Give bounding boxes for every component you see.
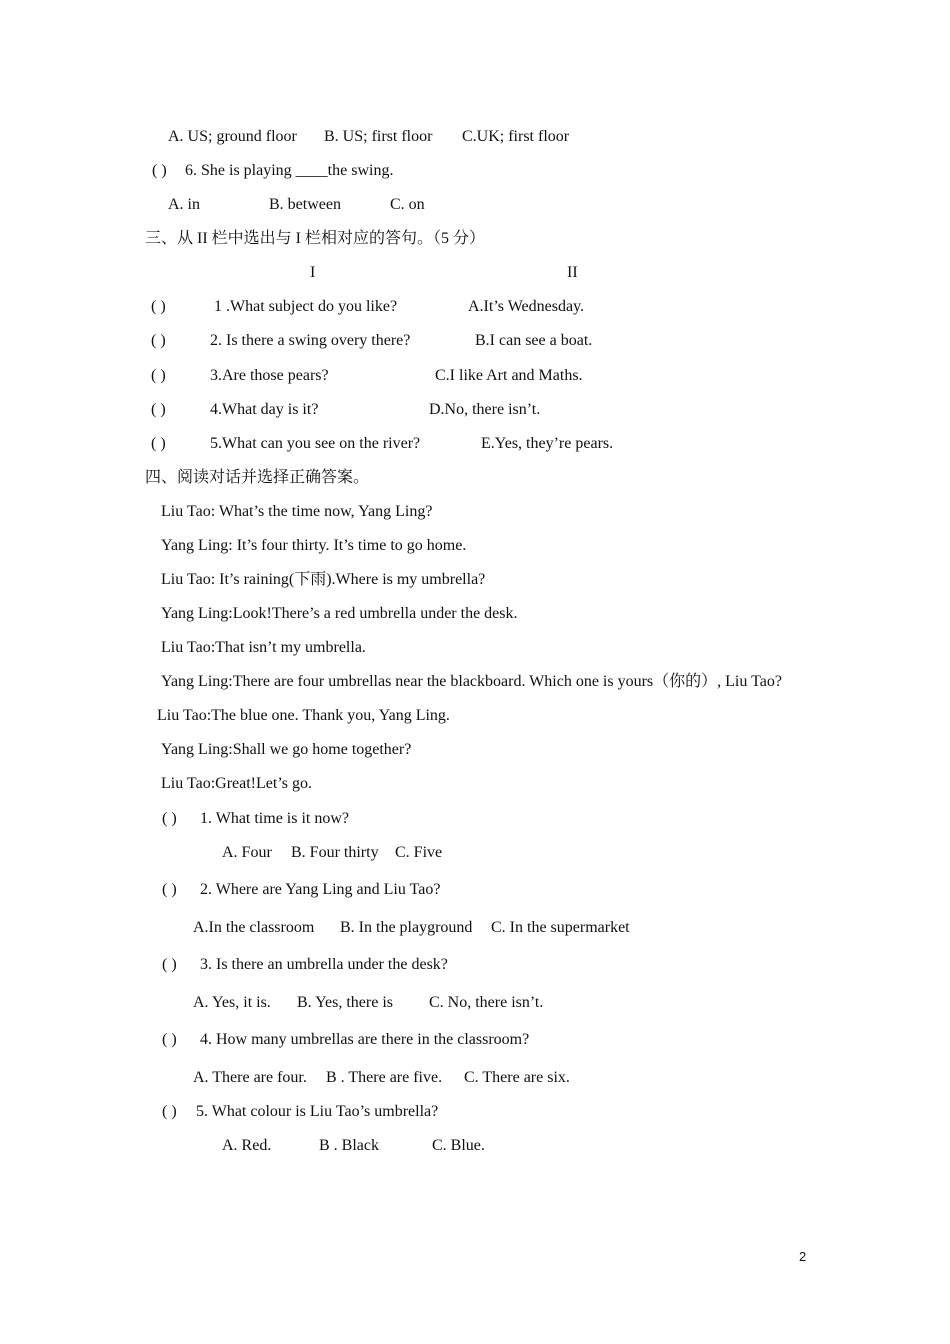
dialogue-line: Yang Ling:Look!There’s a red umbrella under the desk. xyxy=(161,605,518,622)
match-answer: D.No, there isn’t. xyxy=(429,401,541,418)
option-a: A. Four xyxy=(222,844,272,861)
q6-question: 6. She is playing ____the swing. xyxy=(185,162,394,179)
section3-column-ii: II xyxy=(567,264,578,281)
q5-option-b: B. US; first floor xyxy=(324,128,433,145)
section3-heading: 三、从 II 栏中选出与 I 栏相对应的答句。（5 分） xyxy=(145,230,485,247)
q5-option-c: C.UK; first floor xyxy=(462,128,570,145)
dialogue-line: Liu Tao:The blue one. Thank you, Yang Ling. xyxy=(157,707,450,724)
question-text: 5. What colour is Liu Tao’s umbrella? xyxy=(196,1103,439,1120)
match-answer: A.It’s Wednesday. xyxy=(468,298,585,315)
option-c: C. Five xyxy=(395,844,443,861)
option-a: A. Yes, it is. xyxy=(193,994,271,1011)
question-bracket: ( ) xyxy=(162,956,177,973)
dialogue-line: Liu Tao:Great!Let’s go. xyxy=(161,775,312,792)
option-c: C. In the supermarket xyxy=(491,919,630,936)
match-answer: B.I can see a boat. xyxy=(475,332,593,349)
match-question: 4.What day is it? xyxy=(210,401,319,418)
question-bracket: ( ) xyxy=(162,1031,177,1048)
page-number: 2 xyxy=(799,1249,807,1264)
dialogue-line: Yang Ling: It’s four thirty. It’s time to go home. xyxy=(161,537,467,554)
match-bracket: ( ) xyxy=(151,401,166,418)
option-b: B. In the playground xyxy=(340,919,473,936)
option-a: A. There are four. xyxy=(193,1069,307,1086)
option-b: B. Four thirty xyxy=(291,844,379,861)
dialogue-line: Yang Ling:There are four umbrellas near the blackboard. Which one is yours（你的）, Liu Tao? xyxy=(161,673,782,690)
question-bracket: ( ) xyxy=(162,881,177,898)
q6-option-c: C. on xyxy=(390,196,425,213)
option-a: A.In the classroom xyxy=(193,919,315,936)
question-bracket: ( ) xyxy=(162,810,177,827)
question-text: 3. Is there an umbrella under the desk? xyxy=(200,956,448,973)
match-question: 2. Is there a swing overy there? xyxy=(210,332,411,349)
match-answer: C.I like Art and Maths. xyxy=(435,367,583,384)
option-c: C. There are six. xyxy=(464,1069,570,1086)
dialogue-line: Yang Ling:Shall we go home together? xyxy=(161,741,412,758)
question-bracket: ( ) xyxy=(162,1103,177,1120)
question-text: 4. How many umbrellas are there in the classroom? xyxy=(200,1031,530,1048)
option-c: C. No, there isn’t. xyxy=(429,994,544,1011)
match-bracket: ( ) xyxy=(151,435,166,452)
match-question: 5.What can you see on the river? xyxy=(210,435,421,452)
question-text: 1. What time is it now? xyxy=(200,810,350,827)
option-b: B . Black xyxy=(319,1137,379,1154)
match-answer: E.Yes, they’re pears. xyxy=(481,435,614,452)
dialogue-line: Liu Tao: It’s raining(下雨).Where is my umbrella? xyxy=(161,571,486,588)
option-b: B . There are five. xyxy=(326,1069,443,1086)
match-question: 1 .What subject do you like? xyxy=(214,298,398,315)
match-bracket: ( ) xyxy=(151,367,166,384)
q6-option-a: A. in xyxy=(168,196,200,213)
option-b: B. Yes, there is xyxy=(297,994,394,1011)
dialogue-line: Liu Tao:That isn’t my umbrella. xyxy=(161,639,366,656)
q6-bracket: ( ) xyxy=(152,162,167,179)
section4-heading: 四、阅读对话并选择正确答案。 xyxy=(145,469,370,486)
match-question: 3.Are those pears? xyxy=(210,367,329,384)
match-bracket: ( ) xyxy=(151,332,166,349)
dialogue-line: Liu Tao: What’s the time now, Yang Ling? xyxy=(161,503,433,520)
option-a: A. Red. xyxy=(222,1137,272,1154)
option-c: C. Blue. xyxy=(432,1137,485,1154)
question-text: 2. Where are Yang Ling and Liu Tao? xyxy=(200,881,441,898)
q5-option-a: A. US; ground floor xyxy=(168,128,297,145)
q6-option-b: B. between xyxy=(269,196,341,213)
match-bracket: ( ) xyxy=(151,298,166,315)
section3-column-i: I xyxy=(310,264,316,281)
